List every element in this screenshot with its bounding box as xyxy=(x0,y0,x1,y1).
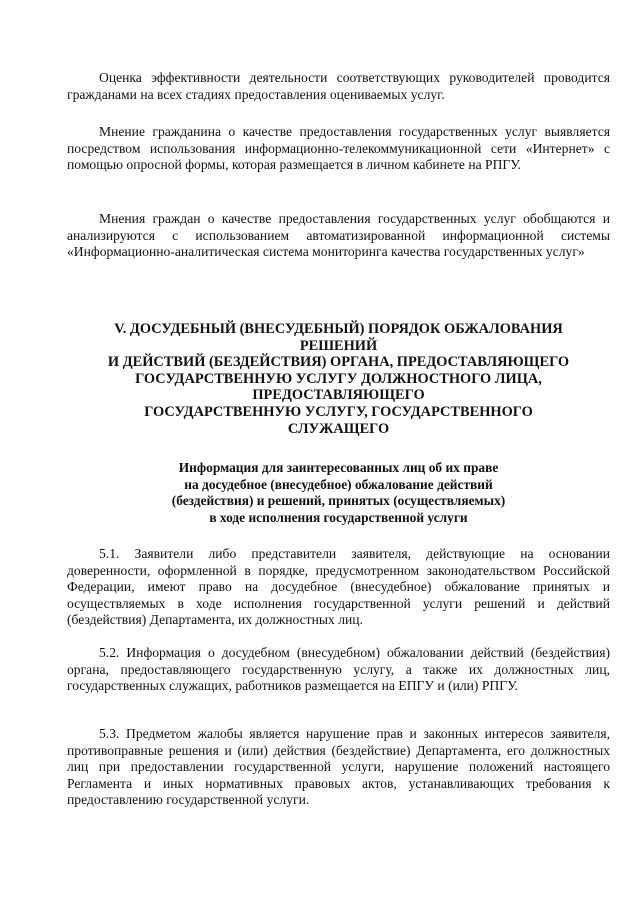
section-heading-line: ПРЕДОСТАВЛЯЮЩЕГО xyxy=(252,387,425,404)
section-heading-line: ГОСУДАРСТВЕННУЮ УСЛУГУ, ГОСУДАРСТВЕННОГО xyxy=(144,403,533,420)
subheading xyxy=(67,460,610,526)
paragraph-citizen-opinion: Мнение гражданина о качестве предоставления государственных услуг выявляется посредством использования информационно-телекоммуникационной сети «Интернет» с помощью опросной формы, которая размещается в личном кабинете на РПГУ. xyxy=(67,124,610,173)
paragraph-opinions-analysis: Мнения граждан о качестве предоставления государственных услуг обобщаются и анализируются с использованием автоматизированной информационной системы «Информационно-аналитическая система мониторинга качества государственных услуг» xyxy=(67,211,610,260)
section-heading-line: ГОСУДАРСТВЕННУЮ УСЛУГУ ДОЛЖНОСТНОГО ЛИЦА, xyxy=(135,370,542,387)
section-heading-line: РЕШЕНИЙ xyxy=(299,337,378,354)
paragraph-5-1: 5.1. Заявители либо представители заявителя, действующие на основании доверенности, оформленной в порядке, предусмотренном законодательством Российской Федерации, имеют право на досудебное (внесудебное) обжалование принятых и осуществляемых в ходе исполнения государственной услуги решений и действий (бездействия) Департамента, их должностных лиц. xyxy=(67,546,610,628)
subheading-line: Информация для заинтересованных лиц об их праве xyxy=(178,460,499,475)
section-heading-line: V. ДОСУДЕБНЫЙ (ВНЕСУДЕБНЫЙ) ПОРЯДОК ОБЖАЛОВАНИЯ xyxy=(114,321,563,337)
paragraph-5-3: 5.3. Предметом жалобы является нарушение прав и законных интересов заявителя, противоправные решения и (или) действия (бездействие) Департамента, его должностных лиц при предоставлении государственной услуги, нарушение положений настоящего Регламента и иных нормативных правовых актов, устанавливающих требования к предоставлению государственной услуги. xyxy=(67,726,610,808)
subheading-line: в ходе исполнения государственной услуги xyxy=(209,509,468,525)
section-heading-line: И ДЕЙСТВИЙ (БЕЗДЕЙСТВИЯ) ОРГАНА, ПРЕДОСТАВЛЯЮЩЕГО xyxy=(107,354,570,371)
subheading-line: на досудебное (внесудебное) обжалование действий xyxy=(184,476,493,492)
paragraph-evaluation: Оценка эффективности деятельности соответствующих руководителей проводится гражданами на всех стадиях предоставления оцениваемых услуг. xyxy=(67,70,610,102)
section-heading-line: СЛУЖАЩЕГО xyxy=(287,420,390,437)
paragraph-5-2: 5.2. Информация о досудебном (внесудебном) обжаловании действий (бездействия) органа, предоставляющего государственную услугу, а также их должностных лиц, государственных служащих, работников размещается на ЕПГУ и (или) РПГУ. xyxy=(67,645,610,694)
subheading-line: (бездействия) и решений, принятых (осуществляемых) xyxy=(171,493,506,509)
section-heading xyxy=(67,321,610,437)
